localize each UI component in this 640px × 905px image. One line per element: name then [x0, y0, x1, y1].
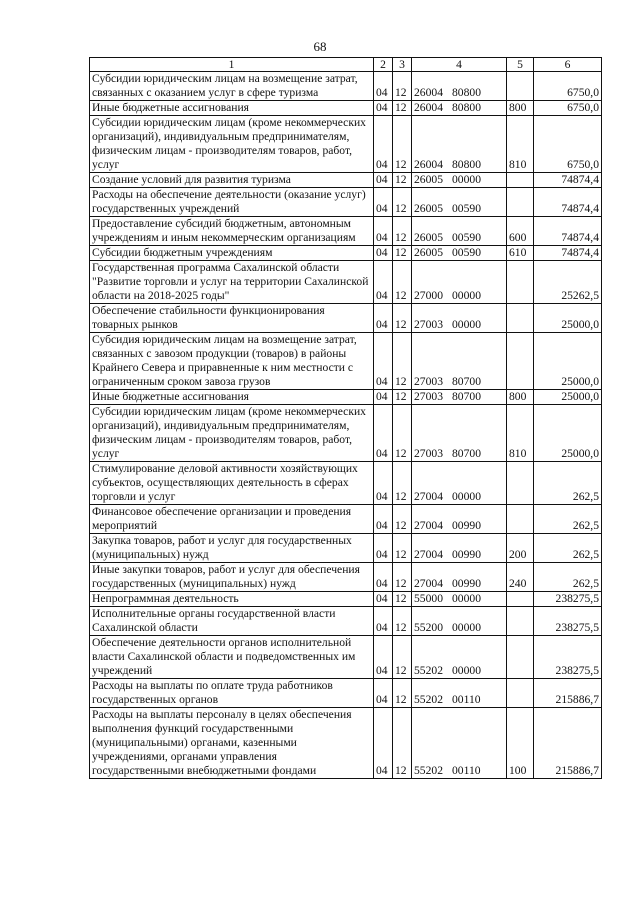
row-amount: 74874,4 — [534, 188, 602, 217]
row-direction-code: 00590 — [452, 202, 481, 215]
row-name: Иные бюджетные ассигнования — [90, 101, 374, 116]
row-expense-type: 810 — [507, 116, 534, 173]
row-section: 04 — [374, 217, 393, 246]
row-program-code: 27000 — [414, 289, 443, 302]
table-row — [90, 563, 602, 592]
row-target-article — [412, 173, 507, 188]
row-name: Расходы на выплаты персоналу в целях обеспечения выполнения функций государственными (муниципальными) органами, казенными учреждениями, органами управления государственными внебюджетными фондами — [90, 708, 374, 779]
row-direction-code: 00000 — [452, 289, 481, 302]
table-row — [90, 390, 602, 405]
row-subsection: 12 — [393, 173, 412, 188]
table-row — [90, 636, 602, 679]
row-amount: 6750,0 — [534, 101, 602, 116]
row-subsection: 12 — [393, 333, 412, 390]
row-program-code: 55202 — [414, 764, 443, 777]
row-target-article — [412, 261, 507, 304]
row-direction-code: 00000 — [452, 664, 481, 677]
table-row — [90, 188, 602, 217]
row-program-code: 27003 — [414, 375, 443, 388]
row-subsection: 12 — [393, 592, 412, 607]
row-program-code: 27004 — [414, 548, 443, 561]
column-header-4: 4 — [412, 58, 507, 72]
row-section: 04 — [374, 636, 393, 679]
budget-table — [89, 57, 602, 779]
row-expense-type: 810 — [507, 405, 534, 462]
table-row — [90, 101, 602, 116]
row-name: Создание условий для развития туризма — [90, 173, 374, 188]
table-row — [90, 534, 602, 563]
row-target-article — [412, 188, 507, 217]
row-direction-code: 00990 — [452, 519, 481, 532]
row-direction-code: 80800 — [452, 158, 481, 171]
table-row — [90, 462, 602, 505]
row-section: 04 — [374, 462, 393, 505]
row-section: 04 — [374, 679, 393, 708]
row-target-article — [412, 333, 507, 390]
row-section: 04 — [374, 304, 393, 333]
row-amount: 6750,0 — [534, 116, 602, 173]
row-expense-type — [507, 462, 534, 505]
row-name: Субсидия юридическим лицам на возмещение затрат, связанных с завозом продукции (товаров) в районы Крайнего Севера и приравненные к ним местности с ограниченным сроком завоза грузов — [90, 333, 374, 390]
row-expense-type: 800 — [507, 390, 534, 405]
row-target-article — [412, 708, 507, 779]
row-program-code: 27003 — [414, 447, 443, 460]
row-name: Исполнительные органы государственной власти Сахалинской области — [90, 607, 374, 636]
row-amount: 25000,0 — [534, 390, 602, 405]
row-section: 04 — [374, 534, 393, 563]
row-subsection: 12 — [393, 261, 412, 304]
row-amount: 25000,0 — [534, 304, 602, 333]
row-target-article — [412, 217, 507, 246]
row-program-code: 55200 — [414, 621, 443, 634]
row-expense-type — [507, 505, 534, 534]
row-target-article — [412, 563, 507, 592]
column-header-3: 3 — [393, 58, 412, 72]
row-target-article — [412, 304, 507, 333]
row-section: 04 — [374, 563, 393, 592]
row-target-article — [412, 405, 507, 462]
row-expense-type: 200 — [507, 534, 534, 563]
row-name: Обеспечение деятельности органов исполнительной власти Сахалинской области и подведомственных им учреждений — [90, 636, 374, 679]
table-row — [90, 72, 602, 101]
table-header-row — [90, 58, 602, 72]
row-amount: 262,5 — [534, 462, 602, 505]
table-row — [90, 261, 602, 304]
row-section: 04 — [374, 261, 393, 304]
row-expense-type — [507, 304, 534, 333]
row-amount: 238275,5 — [534, 607, 602, 636]
row-name: Стимулирование деловой активности хозяйствующих субъектов, осуществляющих деятельность в сферах торговли и услуг — [90, 462, 374, 505]
row-name: Предоставление субсидий бюджетным, автономным учреждениям и иным некоммерческим организациям — [90, 217, 374, 246]
row-expense-type — [507, 592, 534, 607]
row-subsection: 12 — [393, 505, 412, 534]
column-header-1: 1 — [90, 58, 374, 72]
row-subsection: 12 — [393, 116, 412, 173]
row-program-code: 26005 — [414, 173, 443, 186]
row-name: Расходы на выплаты по оплате труда работников государственных органов — [90, 679, 374, 708]
row-direction-code: 00990 — [452, 548, 481, 561]
row-expense-type — [507, 333, 534, 390]
row-target-article — [412, 390, 507, 405]
row-amount: 74874,4 — [534, 217, 602, 246]
row-section: 04 — [374, 246, 393, 261]
table-row — [90, 592, 602, 607]
row-subsection: 12 — [393, 246, 412, 261]
row-program-code: 27004 — [414, 577, 443, 590]
row-name: Финансовое обеспечение организации и проведения мероприятий — [90, 505, 374, 534]
row-direction-code: 00000 — [452, 318, 481, 331]
row-program-code: 26005 — [414, 202, 443, 215]
row-section: 04 — [374, 333, 393, 390]
row-program-code: 27004 — [414, 490, 443, 503]
row-expense-type — [507, 679, 534, 708]
row-name: Закупка товаров, работ и услуг для государственных (муниципальных) нужд — [90, 534, 374, 563]
row-amount: 238275,5 — [534, 636, 602, 679]
row-direction-code: 00110 — [452, 764, 481, 777]
row-subsection: 12 — [393, 636, 412, 679]
row-amount: 262,5 — [534, 534, 602, 563]
row-expense-type — [507, 607, 534, 636]
row-target-article — [412, 607, 507, 636]
table-row — [90, 708, 602, 779]
row-direction-code: 00110 — [452, 693, 481, 706]
row-subsection: 12 — [393, 217, 412, 246]
row-amount: 74874,4 — [534, 173, 602, 188]
row-direction-code: 00990 — [452, 577, 481, 590]
row-program-code: 26004 — [414, 86, 443, 99]
column-header-2: 2 — [374, 58, 393, 72]
row-expense-type — [507, 636, 534, 679]
row-target-article — [412, 679, 507, 708]
table-row — [90, 679, 602, 708]
table-row — [90, 217, 602, 246]
row-direction-code: 80700 — [452, 390, 481, 403]
row-amount: 74874,4 — [534, 246, 602, 261]
row-direction-code: 00000 — [452, 173, 481, 186]
row-name: Иные закупки товаров, работ и услуг для обеспечения государственных (муниципальных) нужд — [90, 563, 374, 592]
row-amount: 25000,0 — [534, 333, 602, 390]
row-subsection: 12 — [393, 563, 412, 592]
row-amount: 262,5 — [534, 505, 602, 534]
row-program-code: 26004 — [414, 101, 443, 114]
table-row — [90, 116, 602, 173]
table-row — [90, 246, 602, 261]
row-expense-type: 240 — [507, 563, 534, 592]
row-subsection: 12 — [393, 405, 412, 462]
table-row — [90, 333, 602, 390]
row-section: 04 — [374, 116, 393, 173]
row-expense-type: 610 — [507, 246, 534, 261]
row-direction-code: 80700 — [452, 447, 481, 460]
row-amount: 215886,7 — [534, 708, 602, 779]
row-subsection: 12 — [393, 101, 412, 116]
row-subsection: 12 — [393, 679, 412, 708]
row-program-code: 27003 — [414, 390, 443, 403]
row-name: Иные бюджетные ассигнования — [90, 390, 374, 405]
row-section: 04 — [374, 592, 393, 607]
row-program-code: 26005 — [414, 231, 443, 244]
table-row — [90, 505, 602, 534]
row-subsection: 12 — [393, 534, 412, 563]
row-program-code: 55202 — [414, 693, 443, 706]
row-amount: 25000,0 — [534, 405, 602, 462]
row-direction-code: 00000 — [452, 592, 481, 605]
row-name: Государственная программа Сахалинской области "Развитие торговли и услуг на территории Сахалинской области на 2018-2025 годы" — [90, 261, 374, 304]
page-number: 68 — [313, 39, 327, 54]
row-direction-code: 00000 — [452, 621, 481, 634]
row-expense-type — [507, 261, 534, 304]
row-section: 04 — [374, 607, 393, 636]
table-row — [90, 405, 602, 462]
row-section: 04 — [374, 101, 393, 116]
row-target-article — [412, 505, 507, 534]
row-name: Субсидии юридическим лицам (кроме некоммерческих организаций), индивидуальным предпринимателям, физическим лицам - производителям товаров, работ, услуг — [90, 116, 374, 173]
row-section: 04 — [374, 188, 393, 217]
column-header-5: 5 — [507, 58, 534, 72]
row-subsection: 12 — [393, 390, 412, 405]
row-subsection: 12 — [393, 607, 412, 636]
row-direction-code: 80800 — [452, 86, 481, 99]
row-amount: 215886,7 — [534, 679, 602, 708]
row-target-article — [412, 246, 507, 261]
row-program-code: 26005 — [414, 246, 443, 259]
row-section: 04 — [374, 173, 393, 188]
row-section: 04 — [374, 72, 393, 101]
row-name: Субсидии юридическим лицам (кроме некоммерческих организаций), индивидуальным предпринимателям, физическим лицам - производителям товаров, работ, услуг — [90, 405, 374, 462]
row-expense-type — [507, 72, 534, 101]
row-target-article — [412, 534, 507, 563]
row-program-code: 55202 — [414, 664, 443, 677]
row-program-code: 27004 — [414, 519, 443, 532]
row-target-article — [412, 101, 507, 116]
row-name: Обеспечение стабильности функционирования товарных рынков — [90, 304, 374, 333]
row-subsection: 12 — [393, 188, 412, 217]
row-subsection: 12 — [393, 304, 412, 333]
row-amount: 6750,0 — [534, 72, 602, 101]
row-section: 04 — [374, 708, 393, 779]
row-program-code: 55000 — [414, 592, 443, 605]
row-amount: 238275,5 — [534, 592, 602, 607]
row-program-code: 26004 — [414, 158, 443, 171]
row-expense-type: 800 — [507, 101, 534, 116]
row-expense-type — [507, 173, 534, 188]
row-amount: 262,5 — [534, 563, 602, 592]
row-target-article — [412, 462, 507, 505]
row-name: Субсидии юридическим лицам на возмещение затрат, связанных с оказанием услуг в сфере туризма — [90, 72, 374, 101]
row-subsection: 12 — [393, 72, 412, 101]
row-expense-type — [507, 188, 534, 217]
row-direction-code: 80800 — [452, 101, 481, 114]
table-row — [90, 173, 602, 188]
row-direction-code: 00000 — [452, 490, 481, 503]
row-program-code: 27003 — [414, 318, 443, 331]
row-subsection: 12 — [393, 708, 412, 779]
column-header-6: 6 — [534, 58, 602, 72]
row-amount: 25262,5 — [534, 261, 602, 304]
row-name: Расходы на обеспечение деятельности (оказание услуг) государственных учреждений — [90, 188, 374, 217]
row-expense-type: 100 — [507, 708, 534, 779]
row-section: 04 — [374, 505, 393, 534]
table-row — [90, 304, 602, 333]
row-subsection: 12 — [393, 462, 412, 505]
row-section: 04 — [374, 405, 393, 462]
row-name: Субсидии бюджетным учреждениям — [90, 246, 374, 261]
row-direction-code: 80700 — [452, 375, 481, 388]
row-target-article — [412, 592, 507, 607]
row-target-article — [412, 116, 507, 173]
row-target-article — [412, 636, 507, 679]
table-row — [90, 607, 602, 636]
row-target-article — [412, 72, 507, 101]
table-body — [90, 72, 602, 779]
row-direction-code: 00590 — [452, 246, 481, 259]
row-name: Непрограммная деятельность — [90, 592, 374, 607]
row-direction-code: 00590 — [452, 231, 481, 244]
row-expense-type: 600 — [507, 217, 534, 246]
row-section: 04 — [374, 390, 393, 405]
